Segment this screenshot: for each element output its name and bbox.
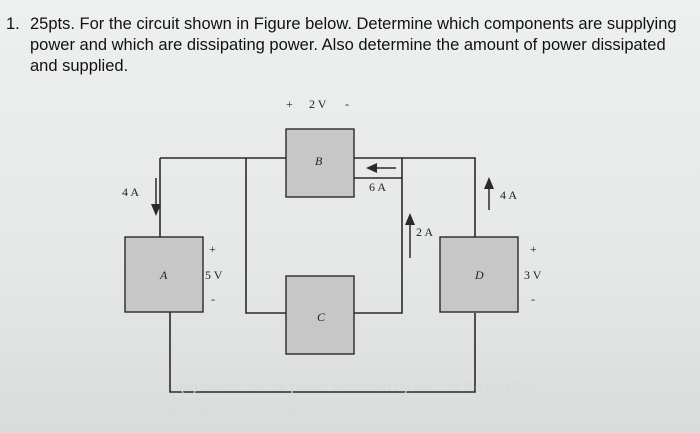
inner-left-wire [246,158,286,313]
current-arrow-mid-top [366,163,396,173]
label-b: B [315,154,323,168]
label-a: A [160,268,168,282]
current-right-label: 4 A [500,188,518,202]
label-d: D [475,268,484,282]
current-left-label: 4 A [122,185,140,199]
current-arrow-center [405,213,415,258]
question-text: 25pts. For the circuit shown in Figure below. Determine which components are supplying power and which are dissipating power. Also determine the amount of power dissipated and supplied. [30,15,677,75]
question-number: 1. [6,15,20,33]
d-plus: + [530,242,537,256]
top-wire [160,158,402,232]
d-minus: - [531,292,535,306]
current-center-label: 2 A [416,225,434,239]
b-minus: - [345,97,349,111]
b-plus: + [286,97,293,111]
d-voltage: 3 V [524,268,542,282]
inner-right-wire [354,232,402,313]
right-top-wire [402,158,475,237]
label-c: C [317,310,326,324]
a-plus: + [209,242,216,256]
current-mid-top-label: 6 A [369,180,387,194]
a-minus: - [211,292,215,306]
a-voltage: 5 V [205,268,223,282]
b-voltage: 2 V [309,97,327,111]
current-arrow-right [484,177,494,210]
faint-text-line2: (b) absorbed by the current source [140,401,355,417]
faint-text-line1: (a) determine the power absorbed by each of the and the [180,378,534,394]
